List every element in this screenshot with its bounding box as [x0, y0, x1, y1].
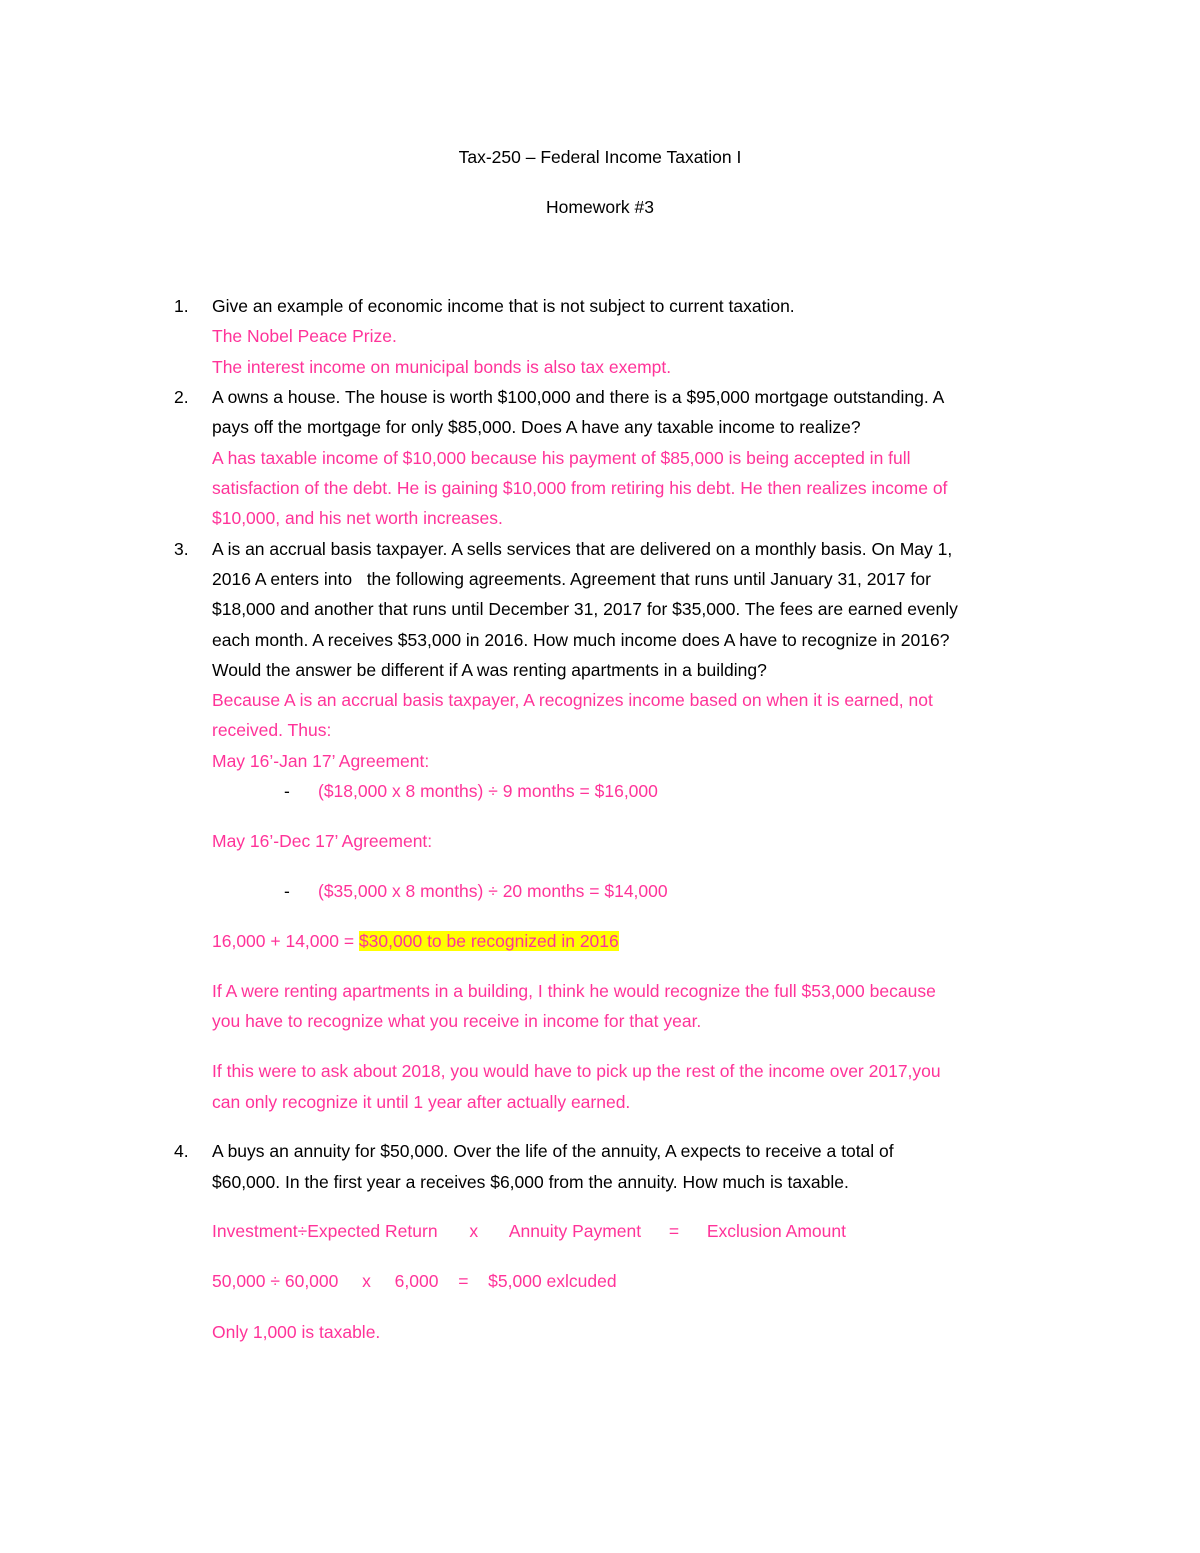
computation-row — [212, 1270, 617, 1292]
question-3-number: 3. — [174, 539, 189, 559]
question-3-line-1: A is an accrual basis taxpayer. A sells services that are delivered on a monthly basis. On May 1, — [212, 539, 953, 559]
note-line-1: If this were to ask about 2018, you would have to pick up the rest of the income over 2017,you — [212, 1061, 941, 1081]
question-3-line-3: $18,000 and another that runs until December 31, 2017 for $35,000. The fees are earned evenly — [212, 599, 958, 619]
computation-equals: = — [458, 1271, 469, 1291]
agreement-2-label: May 16’-Dec 17’ Agreement: — [212, 831, 433, 851]
question-4-line-1: A buys an annuity for $50,000. Over the life of the annuity, A expects to receive a total of — [212, 1141, 894, 1161]
document-title: Tax-250 – Federal Income Taxation I — [458, 147, 742, 167]
answer-2-line-2: satisfaction of the debt. He is gaining $10,000 from retiring his debt. He then realizes income of — [212, 478, 948, 498]
agreement-2-calculation: ($35,000 x 8 months) ÷ 20 months = $14,000 — [318, 881, 668, 901]
question-4-line-2: $60,000. In the first year a receives $6,000 from the annuity. How much is taxable. — [212, 1172, 849, 1192]
formula-equals: = — [668, 1221, 680, 1241]
agreement-1-calculation: ($18,000 x 8 months) ÷ 9 months = $16,000 — [318, 781, 658, 801]
answer-2-line-1: A has taxable income of $10,000 because his payment of $85,000 is being accepted in full — [212, 448, 911, 468]
note-line-2: can only recognize it until 1 year after actually earned. — [212, 1092, 631, 1112]
formula-exclusion: Exclusion Amount — [706, 1221, 846, 1241]
formula-investment: Investment÷Expected Return — [212, 1221, 438, 1241]
question-3-line-4: each month. A receives $53,000 in 2016. How much income does A have to recognize in 2016? — [212, 630, 950, 650]
question-2-line-2: pays off the mortgage for only $85,000. Does A have any taxable income to realize? — [212, 417, 861, 437]
formula-times: x — [469, 1221, 479, 1241]
computation-ratio: 50,000 ÷ 60,000 — [212, 1271, 339, 1291]
total-recognized — [212, 930, 619, 952]
answer-2-line-3: $10,000, and his net worth increases. — [212, 508, 503, 528]
question-2-number: 2. — [174, 387, 189, 407]
question-2-line-1: A owns a house. The house is worth $100,000 and there is a $95,000 mortgage outstanding. A — [212, 387, 945, 407]
question-1-number: 1. — [174, 296, 189, 316]
question-3-line-2: 2016 A enters into the following agreements. Agreement that runs until January 31, 2017 for — [212, 569, 931, 589]
agreement-1-label: May 16’-Jan 17’ Agreement: — [212, 751, 430, 771]
computation-result: $5,000 exlcuded — [488, 1271, 617, 1291]
formula-payment: Annuity Payment — [508, 1221, 642, 1241]
agreement-2-bullet: - — [284, 881, 290, 901]
question-1-text: Give an example of economic income that is not subject to current taxation. — [212, 296, 795, 316]
computation-times: x — [362, 1271, 371, 1291]
question-3-line-5: Would the answer be different if A was renting apartments in a building? — [212, 660, 767, 680]
total-prefix: 16,000 + 14,000 = — [212, 931, 359, 951]
question-4-number: 4. — [174, 1141, 189, 1161]
answer-1-line-2: The interest income on municipal bonds is also tax exempt. — [212, 357, 672, 377]
total-highlight: $30,000 to be recognized in 2016 — [358, 931, 619, 951]
agreement-1-bullet: - — [284, 781, 290, 801]
document-subtitle: Homework #3 — [546, 197, 654, 217]
computation-payment: 6,000 — [394, 1271, 439, 1291]
renting-line-2: you have to recognize what you receive in income for that year. — [212, 1011, 702, 1031]
answer-4-conclusion: Only 1,000 is taxable. — [212, 1322, 381, 1342]
answer-1-line-1: The Nobel Peace Prize. — [212, 326, 397, 346]
answer-3-line-2: received. Thus: — [212, 720, 332, 740]
formula-row — [212, 1220, 846, 1242]
renting-line-1: If A were renting apartments in a building, I think he would recognize the full $53,000 because — [212, 981, 936, 1001]
answer-3-line-1: Because A is an accrual basis taxpayer, A recognizes income based on when it is earned, not — [212, 690, 933, 710]
